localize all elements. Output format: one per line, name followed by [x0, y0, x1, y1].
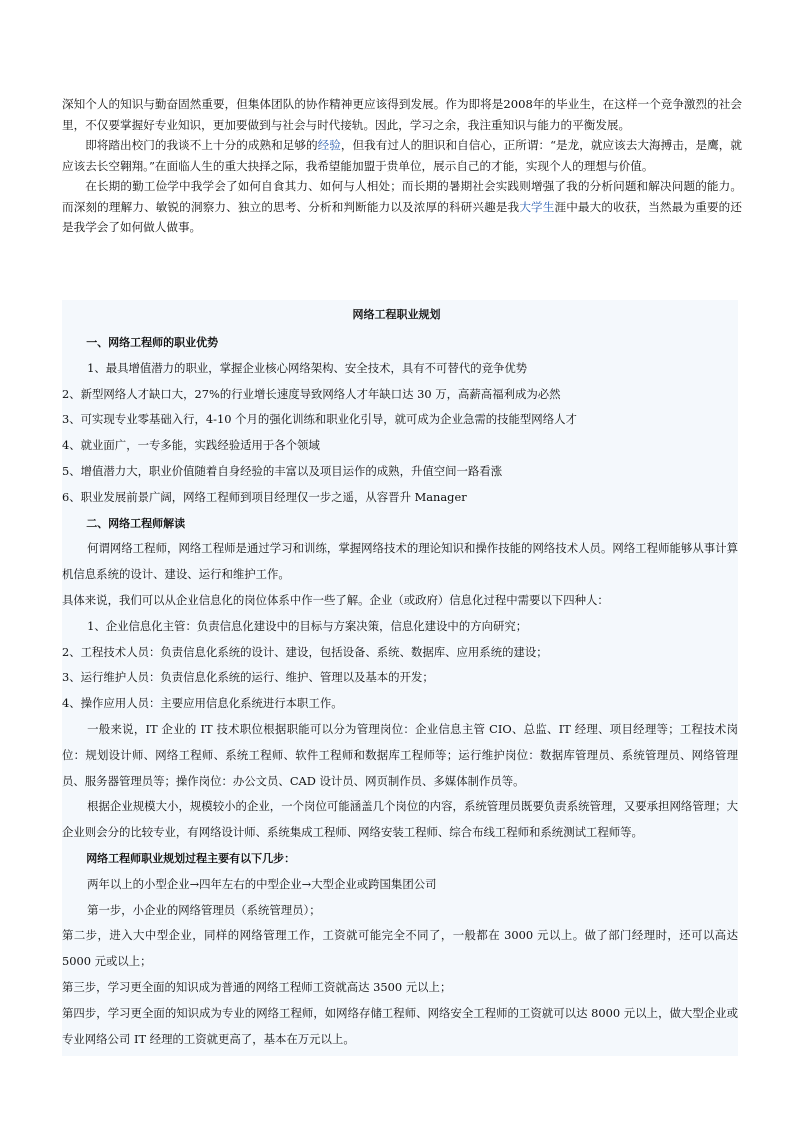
- role-item-2: 2、工程技术人员：负责信息化系统的设计、建设，包括设备、系统、数据库、应用系统的建设；: [62, 644, 548, 659]
- step-3: 第三步，学习更全面的知识成为普通的网络工程师工资就高达 3500 元以上；: [62, 979, 452, 994]
- heading-steps: 网络工程师职业规划过程主要有以下几步：: [86, 851, 296, 865]
- intro-p2-text-a: 即将踏出校门的我谈不上十分的成熟和足够的: [85, 138, 318, 152]
- company-size-paragraph: 根据企业规模大小，规模较小的企业，一个岗位可能涵盖几个岗位的内容，系统管理员既要负责系统管理，又要承担网络管理；大企业则会分的比较专业，有网络设计师、系统集成工程师、网络安装工程师、综合布线工程师和系统测试工程师等。: [62, 799, 738, 840]
- experience-link[interactable]: 经验: [317, 138, 341, 152]
- advantage-item-4: 4、就业面广，一专多能，实践经验适用于各个领域: [62, 438, 320, 453]
- step-1: 第一步，小企业的网络管理员（系统管理员）；: [87, 902, 321, 917]
- intro-p2-text-b: ，但我有过人的胆识和自信心，正所谓：“是龙，就应该去大海搏击，是鹰，就应该去长空翱翔。”在面临人生的重大抉择之际，我希望能加盟于贵单位，展示自己的才能，实现个人的理想与价值。: [62, 138, 742, 173]
- doc-title: 网络工程职业规划: [352, 308, 441, 321]
- role-item-1: 1、企业信息化主管：负责信息化建设中的目标与方案决策，信息化建设中的方向研究；: [87, 618, 528, 633]
- advantage-item-6: 6、职业发展前景广阔，网络工程师到项目经理仅一步之遥，从容晋升 Manager: [62, 489, 467, 504]
- career-path-line: 两年以上的小型企业→四年左右的中型企业→大型企业或跨国集团公司: [87, 876, 437, 891]
- intro-paragraph-2: [62, 135, 742, 176]
- positions-paragraph: 一般来说，IT 企业的 IT 技术职位根据职能可以分为管理岗位：企业信息主管 CIO、总监、IT 经理、项目经理等；工程技术岗位：规划设计师、网络工程师、系统工程师、软件工程师和数据库工程师等；运行维护岗位：数据库管理员、系统管理员、网络管理员、服务器管理员等；操作岗位：办公文员、CAD 设计员、网页制作员、多媒体制作员等。: [62, 721, 738, 788]
- step-4: 第四步，学习更全面的知识成为专业的网络工程师，如网络存储工程师、网络安全工程师的工资就可以达 8000 元以上，做大型企业或专业网络公司 IT 经理的工资就更高了，基本在万元以上。: [62, 1005, 738, 1046]
- college-student-link[interactable]: 大学生: [519, 199, 555, 214]
- role-item-4: 4、操作应用人员：主要应用信息化系统进行本职工作。: [62, 696, 343, 711]
- heading-interpretation: 二、网络工程师解读: [86, 516, 186, 530]
- intro-p3-text-b: 涯中最大的收获，当然最为重要的还是我学会了如何做人做事。: [62, 199, 742, 234]
- heading-advantages: 一、网络工程师的职业优势: [86, 336, 219, 349]
- intro-paragraph-1: 深知个人的知识与勤奋固然重要，但集体团队的协作精神更应该得到发展。作为即将是2008年的毕业生，在这样一个竞争激烈的社会里，不仅要掌握好专业知识，更加要做到与社会与时代接轨。因此，学习之余，我注重知识与能力的平衡发展。: [62, 97, 742, 132]
- role-item-3: 3、运行维护人员：负责信息化系统的运行、维护、管理以及基本的开发；: [62, 670, 434, 685]
- intro-text: [62, 94, 742, 238]
- step-2: 第二步，进入大中型企业，同样的网络管理工作，工资就可能完全不同了，一般都在 3000 元以上。做了部门经理时，还可以高达 5000 元或以上；: [62, 928, 738, 969]
- interpretation-paragraph-2: 具体来说，我们可以从企业信息化的岗位体系中作一些了解。企业（或政府）信息化过程中需要以下四种人：: [62, 592, 609, 607]
- intro-paragraph-3: [62, 176, 742, 238]
- advantage-item-2: 2、新型网络人才缺口大，27%的行业增长速度导致网络人才年缺口达 30 万，高薪高福利成为必然: [62, 386, 561, 401]
- career-plan-body: [62, 330, 738, 1052]
- intro-p3-text-a: 在长期的勤工俭学中我学会了如何自食其力、如何与人相处；而长期的暑期社会实践则增强了我的分析问题和解决问题的能力。而深刻的理解力、敏锐的洞察力、独立的思考、分析和判断能力以及浓厚的科研兴趣是我: [62, 179, 742, 214]
- advantage-item-1: 1、最具增值潜力的职业，掌握企业核心网络架构、安全技术，具有不可替代的竞争优势: [87, 360, 528, 375]
- advantage-item-5: 5、增值潜力大，职业价值随着自身经验的丰富以及项目运作的成熟，升值空间一路看涨: [62, 463, 503, 478]
- interpretation-paragraph-1: 何谓网络工程师，网络工程师是通过学习和训练，掌握网络技术的理论知识和操作技能的网络技术人员。网络工程师能够从事计算机信息系统的设计、建设、运行和维护工作。: [62, 541, 738, 582]
- advantage-item-3: 3、可实现专业零基础入行，4-10 个月的强化训练和职业化引导，就可成为企业急需的技能型网络人才: [62, 412, 577, 427]
